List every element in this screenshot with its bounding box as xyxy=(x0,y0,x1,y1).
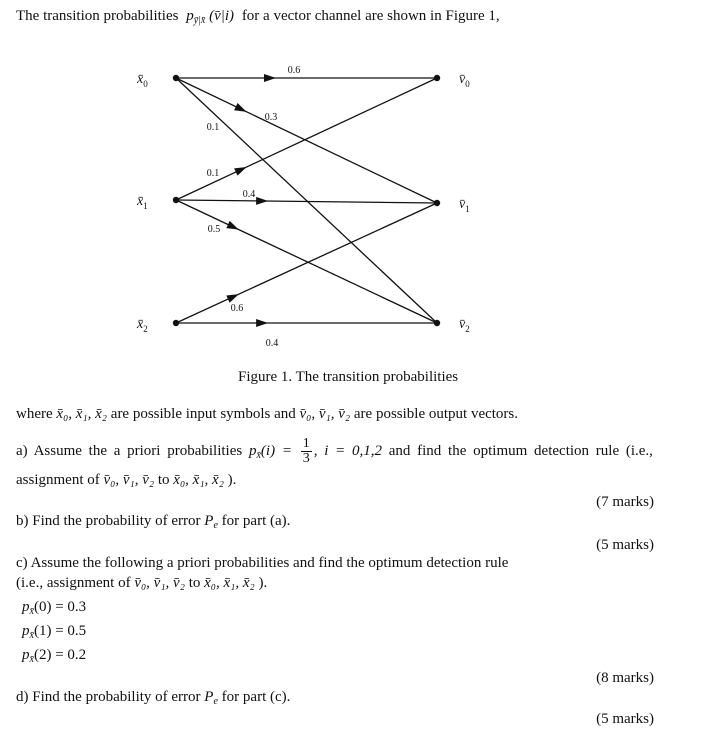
output-label-2: $v̄_2$ xyxy=(459,317,470,334)
node-v1 xyxy=(434,200,440,206)
arrowhead-x0-v1 xyxy=(234,103,248,115)
part-a-to: to xyxy=(157,472,170,488)
input-label-2: $x̄_2$ xyxy=(137,317,148,334)
part-a-line2 xyxy=(16,472,236,489)
part-a-line1 xyxy=(16,437,653,466)
arrowhead-x2-v2 xyxy=(256,319,268,327)
part-b-text-end: for part (a). xyxy=(221,513,291,529)
prob-symbol: p xyxy=(22,599,30,615)
part-b-pe: P xyxy=(204,513,214,529)
part-d-pe: P xyxy=(204,689,214,705)
part-b-marks: (5 marks) xyxy=(596,537,654,553)
edge-label-x0-v2: 0.1 xyxy=(206,122,220,133)
prob-value: (0) = 0.3 xyxy=(33,599,87,615)
part-c-assignment-text: (i.e., assignment of xyxy=(16,575,131,591)
part-c-end: ). xyxy=(258,575,268,591)
where-line xyxy=(16,406,518,423)
figure-caption: Figure 1. The transition probabilities xyxy=(238,369,459,385)
edge-label-x0-v0: 0.6 xyxy=(287,65,301,76)
part-a-label: a) Assume the a priori probabilities xyxy=(16,442,243,459)
prob-value: (2) = 0.2 xyxy=(33,647,87,663)
edge-label-x2-v2: 0.4 xyxy=(265,338,279,349)
arrowhead-x0-v0 xyxy=(264,74,276,82)
part-c-inputs: x̄₀, x̄₁, x̄₂ xyxy=(204,575,255,591)
part-a-end: ). xyxy=(227,472,237,488)
prob-value: (1) = 0.5 xyxy=(33,623,87,639)
part-d-pe-sub: e xyxy=(213,696,218,707)
part-b-pe-sub: e xyxy=(213,520,218,531)
intro-text-before: The transition probabilities xyxy=(16,8,179,24)
fraction-numerator: 1 xyxy=(302,436,310,451)
node-v2 xyxy=(434,320,440,326)
part-d-line xyxy=(16,689,290,707)
part-a-outputs: v̄₀, v̄₁, v̄₂ xyxy=(103,472,155,488)
edge-label-x0-v1: 0.3 xyxy=(264,112,278,123)
intro-symbol: p xyxy=(186,8,194,24)
node-x2 xyxy=(173,320,179,326)
part-a-prob-symbol: p xyxy=(248,442,257,459)
where-mid-text: are possible input symbols and xyxy=(110,406,296,422)
output-label-1: $v̄_1$ xyxy=(459,197,470,214)
part-a-range: , i = 0,1,2 xyxy=(313,442,382,459)
part-c-marks: (8 marks) xyxy=(596,670,654,686)
part-c-line1: c) Assume the following a priori probabilities and find the optimum detection rule xyxy=(16,555,509,571)
transition-diagram xyxy=(0,0,705,360)
part-b-text: b) Find the probability of error xyxy=(16,513,201,529)
part-c-line2 xyxy=(16,575,267,592)
fraction-denominator: 3 xyxy=(302,451,310,466)
edge-label-x1-v2: 0.5 xyxy=(207,224,221,235)
edge-label-x2-v1: 0.6 xyxy=(230,303,244,314)
node-x1 xyxy=(173,197,179,203)
input-label-0: $x̄_0$ xyxy=(137,72,148,89)
part-a-tail: and find the optimum detection rule (i.e., xyxy=(388,442,653,459)
part-a-marks: (7 marks) xyxy=(596,494,654,510)
input-label-1: $x̄_1$ xyxy=(137,194,148,211)
intro-argument: (v̄|i) xyxy=(209,8,235,24)
prob-sub: x̄ xyxy=(29,654,34,665)
part-a-prob-arg: (i) = xyxy=(260,442,292,459)
intro-text-after: for a vector channel are shown in Figure 1, xyxy=(241,8,500,24)
part-a-fraction xyxy=(301,437,312,466)
where-outputs: v̄₀, v̄₁, v̄₂ xyxy=(299,406,351,422)
node-x0 xyxy=(173,75,179,81)
part-c-prob-0 xyxy=(22,599,86,617)
part-d-marks: (5 marks) xyxy=(596,711,654,727)
part-a-assignment-text: assignment of xyxy=(16,472,100,488)
arrowhead-x1-v2 xyxy=(226,221,240,233)
output-label-0: $v̄_0$ xyxy=(459,72,470,89)
part-c-outputs: v̄₀, v̄₁, v̄₂ xyxy=(134,575,185,591)
prob-sub: x̄ xyxy=(29,630,34,641)
part-c-prob-2 xyxy=(22,647,86,665)
prob-sub: x̄ xyxy=(29,606,34,617)
part-a-prob-sub: x̄ xyxy=(256,449,261,461)
arrowhead-x2-v1 xyxy=(226,290,240,302)
part-d-text-end: for part (c). xyxy=(221,689,291,705)
part-c-to: to xyxy=(188,575,201,591)
where-word: where xyxy=(16,406,53,422)
prob-symbol: p xyxy=(22,647,30,663)
part-c-prob-1 xyxy=(22,623,86,641)
arrowhead-x1-v0 xyxy=(234,163,248,175)
arrowhead-x1-v1 xyxy=(256,197,268,205)
intro-symbol-subscript: ȳ|x̄ xyxy=(193,15,206,26)
part-a-inputs: x̄₀, x̄₁, x̄₂ xyxy=(173,472,224,488)
node-v0 xyxy=(434,75,440,81)
edge-label-x1-v0: 0.1 xyxy=(206,168,220,179)
edge-label-x1-v1: 0.4 xyxy=(242,189,256,200)
where-end-text: are possible output vectors. xyxy=(353,406,519,422)
part-d-text: d) Find the probability of error xyxy=(16,689,201,705)
where-inputs: x̄₀, x̄₁, x̄₂ xyxy=(56,406,108,422)
prob-symbol: p xyxy=(22,623,30,639)
part-b-line xyxy=(16,513,290,531)
